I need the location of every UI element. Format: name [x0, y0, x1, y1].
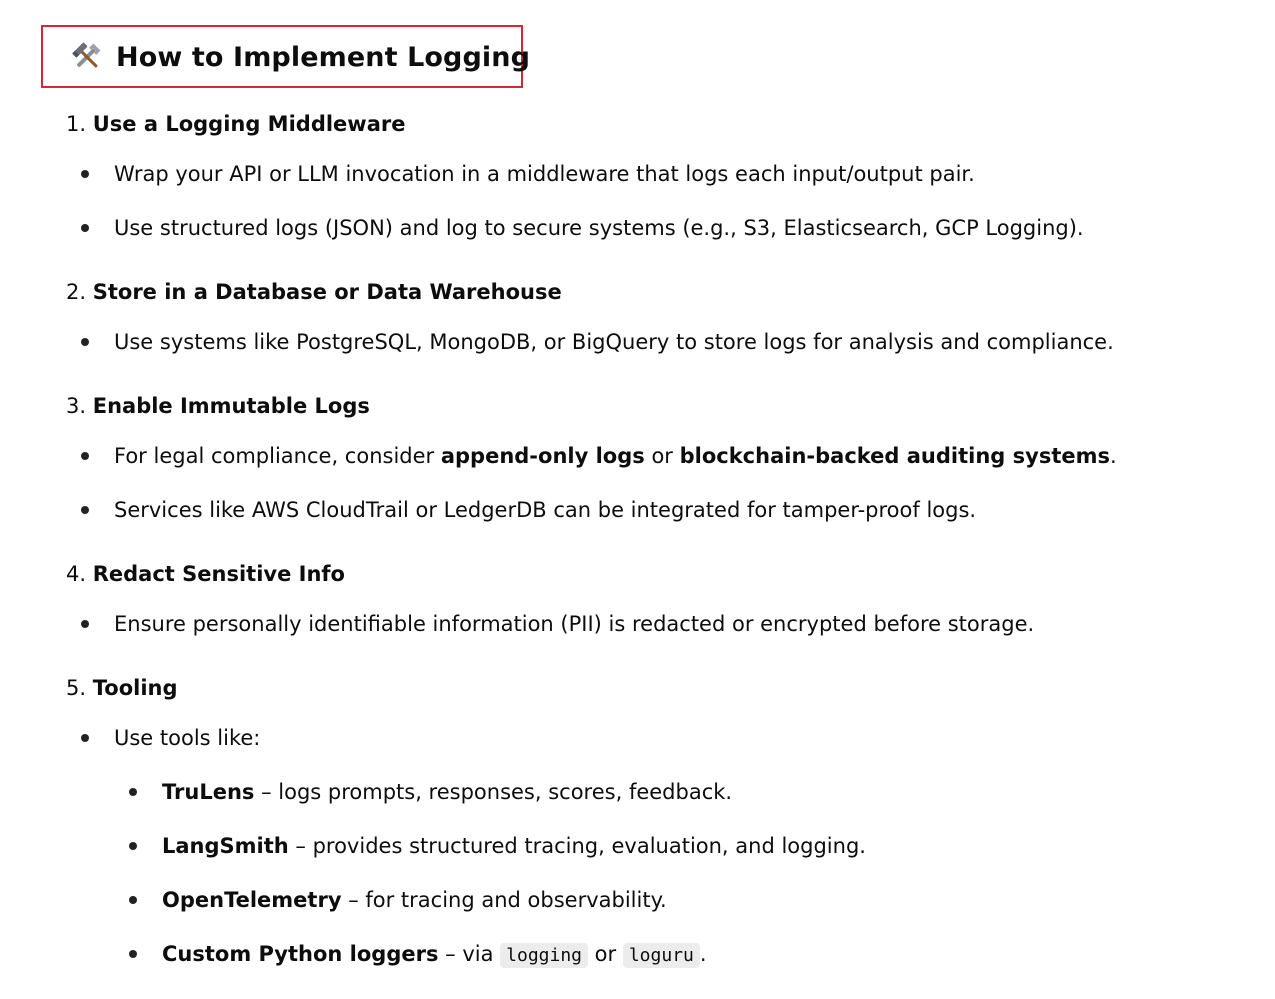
- tool-name: LangSmith: [162, 834, 289, 858]
- bullet-dot-icon: [81, 620, 89, 628]
- text-suffix: .: [1110, 444, 1117, 468]
- tool-description: – via: [438, 942, 501, 966]
- page-title: [70, 37, 530, 77]
- text-middle: or: [644, 444, 680, 468]
- tool-item-text: [162, 832, 866, 860]
- list-item-text: Wrap your API or LLM invocation in a middleware that logs each input/output pair.: [114, 162, 975, 186]
- section-number: 4.: [66, 562, 87, 586]
- text-prefix: For legal compliance, consider: [114, 444, 441, 468]
- section-2-title: [66, 278, 562, 306]
- tool-name: TruLens: [162, 780, 255, 804]
- bullet-dot-icon: [81, 338, 89, 346]
- section-number: 5.: [66, 676, 87, 700]
- tool-name: OpenTelemetry: [162, 888, 342, 912]
- section-number: 1.: [66, 112, 87, 136]
- hammer-and-wrench-icon: [70, 40, 104, 74]
- tool-end: .: [699, 942, 707, 966]
- list-item-text: Use tools like:: [114, 726, 261, 750]
- list-item-text: Services like AWS CloudTrail or LedgerDB can be integrated for tamper-proof logs.: [114, 498, 977, 522]
- section-5-title: [66, 674, 178, 702]
- section-number: 2.: [66, 280, 87, 304]
- tool-item-text: [162, 886, 667, 914]
- bullet-dot-icon: [129, 950, 137, 958]
- section-title-text: Use a Logging Middleware: [92, 112, 406, 136]
- tool-item-text: [162, 778, 732, 806]
- bullet-dot-icon: [81, 734, 89, 742]
- list-item-text: Ensure personally identifiable information (PII) is redacted or encrypted before storage.: [114, 612, 1035, 636]
- bold-blockchain-auditing: blockchain-backed auditing systems: [679, 444, 1110, 468]
- bullet-dot-icon: [129, 896, 137, 904]
- bullet-dot-icon: [129, 788, 137, 796]
- bold-append-only-logs: append-only logs: [440, 444, 645, 468]
- section-title-text: Redact Sensitive Info: [92, 562, 345, 586]
- code-logging: logging: [500, 943, 588, 968]
- section-4-title: [66, 560, 345, 588]
- bullet-dot-icon: [81, 452, 89, 460]
- tool-name: Custom Python loggers: [162, 942, 439, 966]
- section-title-text: Tooling: [92, 676, 178, 700]
- heading-text: How to Implement Logging: [116, 41, 531, 73]
- tool-description: – for tracing and observability.: [341, 888, 667, 912]
- tool-between: or: [588, 942, 623, 966]
- section-1-title: [66, 110, 405, 138]
- bullet-dot-icon: [81, 170, 89, 178]
- tool-item-text: [162, 940, 707, 970]
- bullet-dot-icon: [129, 842, 137, 850]
- tool-description: – logs prompts, responses, scores, feedback.: [254, 780, 733, 804]
- section-3-title: [66, 392, 370, 420]
- bullet-dot-icon: [81, 506, 89, 514]
- list-item-text: Use structured logs (JSON) and log to secure systems (e.g., S3, Elasticsearch, GCP Logging).: [114, 216, 1084, 240]
- section-title-text: Store in a Database or Data Warehouse: [92, 280, 562, 304]
- list-item-text: Use systems like PostgreSQL, MongoDB, or BigQuery to store logs for analysis and compliance.: [114, 330, 1114, 354]
- section-title-text: Enable Immutable Logs: [92, 394, 370, 418]
- bullet-dot-icon: [81, 224, 89, 232]
- code-loguru: loguru: [623, 943, 700, 968]
- tool-description: – provides structured tracing, evaluation, and logging.: [288, 834, 866, 858]
- section-number: 3.: [66, 394, 87, 418]
- list-item-text: [114, 442, 1117, 470]
